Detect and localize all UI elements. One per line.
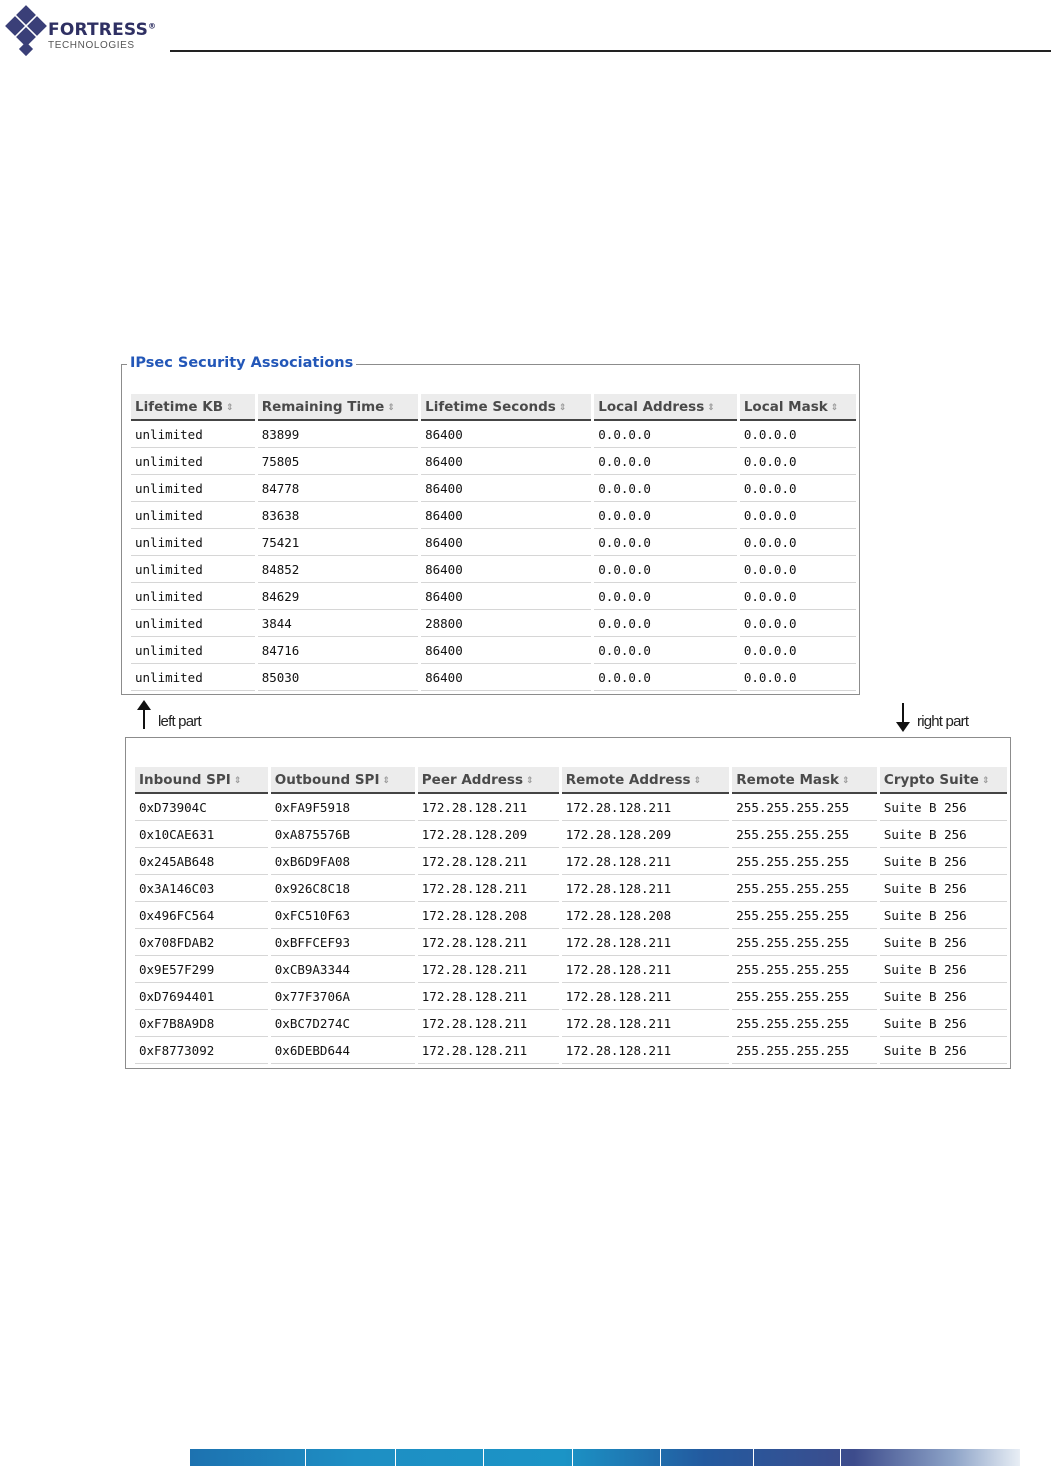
- sort-icon[interactable]: ⇕: [842, 775, 850, 786]
- cell-local-address: 0.0.0.0: [594, 502, 737, 529]
- cell-remote-mask: 255.255.255.255: [732, 848, 877, 875]
- cell-peer-address: 172.28.128.211: [418, 1010, 559, 1037]
- cell-crypto-suite: Suite B 256: [880, 956, 1007, 983]
- cell-outbound-spi: 0xBC7D274C: [271, 1010, 415, 1037]
- panel-title: IPsec Security Associations: [130, 355, 354, 371]
- cell-remaining-time: 84716: [258, 637, 418, 664]
- sort-icon[interactable]: ⇕: [387, 402, 395, 413]
- cell-outbound-spi: 0x6DEBD644: [271, 1037, 415, 1064]
- cell-remote-address: 172.28.128.208: [562, 902, 730, 929]
- cell-lifetime-seconds: 86400: [421, 421, 591, 448]
- cell-local-address: 0.0.0.0: [594, 583, 737, 610]
- sort-icon[interactable]: ⇕: [526, 775, 534, 786]
- cell-local-mask: 0.0.0.0: [740, 448, 856, 475]
- header-rule: [170, 50, 1051, 52]
- cell-peer-address: 172.28.128.211: [418, 929, 559, 956]
- cell-inbound-spi: 0x3A146C03: [135, 875, 268, 902]
- cell-remaining-time: 84778: [258, 475, 418, 502]
- cell-local-address: 0.0.0.0: [594, 448, 737, 475]
- sort-icon[interactable]: ⇕: [558, 402, 567, 413]
- cell-outbound-spi: 0xA875576B: [271, 821, 415, 848]
- cell-lifetime-kb: unlimited: [131, 637, 255, 664]
- cell-remote-address: 172.28.128.211: [562, 1037, 730, 1064]
- cell-outbound-spi: 0x77F3706A: [271, 983, 415, 1010]
- cell-peer-address: 172.28.128.211: [418, 875, 559, 902]
- cell-remaining-time: 84629: [258, 583, 418, 610]
- cell-remote-address: 172.28.128.211: [562, 1010, 730, 1037]
- cell-lifetime-seconds: 86400: [421, 583, 591, 610]
- table-row[interactable]: [131, 448, 856, 475]
- ipsec-sa-panel-right: [125, 737, 1011, 1069]
- sort-icon[interactable]: ⇕: [226, 402, 234, 413]
- sort-icon[interactable]: ⇕: [707, 402, 715, 413]
- column-header-crypto-suite[interactable]: [880, 767, 1007, 794]
- table-row[interactable]: [131, 475, 856, 502]
- cell-remote-mask: 255.255.255.255: [732, 794, 877, 821]
- cell-crypto-suite: Suite B 256: [880, 875, 1007, 902]
- cell-peer-address: 172.28.128.211: [418, 983, 559, 1010]
- cell-inbound-spi: 0x10CAE631: [135, 821, 268, 848]
- sort-icon[interactable]: ⇕: [830, 402, 839, 413]
- cell-lifetime-seconds: 86400: [421, 475, 591, 502]
- cell-remaining-time: 84852: [258, 556, 418, 583]
- cell-remaining-time: 85030: [258, 664, 418, 691]
- column-header-remote-mask[interactable]: [732, 767, 877, 794]
- table-row[interactable]: [135, 902, 1007, 929]
- cell-crypto-suite: Suite B 256: [880, 929, 1007, 956]
- table-row[interactable]: [131, 664, 856, 691]
- sort-icon[interactable]: ⇕: [382, 775, 391, 786]
- cell-local-mask: 0.0.0.0: [740, 475, 856, 502]
- cell-remote-mask: 255.255.255.255: [732, 1010, 877, 1037]
- cell-local-address: 0.0.0.0: [594, 664, 737, 691]
- cell-remote-mask: 255.255.255.255: [732, 983, 877, 1010]
- sort-icon[interactable]: ⇕: [981, 775, 990, 786]
- cell-local-mask: 0.0.0.0: [740, 637, 856, 664]
- cell-lifetime-seconds: 86400: [421, 637, 591, 664]
- cell-local-mask: 0.0.0.0: [740, 610, 856, 637]
- sort-icon[interactable]: ⇕: [693, 775, 702, 786]
- cell-local-address: 0.0.0.0: [594, 637, 737, 664]
- column-header-remaining-time[interactable]: [258, 394, 418, 421]
- column-header-label: Lifetime Seconds: [425, 398, 556, 415]
- table-row[interactable]: [131, 529, 856, 556]
- cell-remote-mask: 255.255.255.255: [732, 929, 877, 956]
- cell-outbound-spi: 0xCB9A3344: [271, 956, 415, 983]
- cell-remote-mask: 255.255.255.255: [732, 1037, 877, 1064]
- cell-lifetime-seconds: 86400: [421, 664, 591, 691]
- sa-table-left: [128, 394, 859, 691]
- cell-peer-address: 172.28.128.211: [418, 848, 559, 875]
- cell-crypto-suite: Suite B 256: [880, 1010, 1007, 1037]
- cell-local-mask: 0.0.0.0: [740, 529, 856, 556]
- cell-lifetime-seconds: 86400: [421, 556, 591, 583]
- column-header-label: Crypto Suite: [883, 771, 979, 788]
- cell-remote-mask: 255.255.255.255: [732, 956, 877, 983]
- table-row[interactable]: [135, 983, 1007, 1010]
- cell-local-address: 0.0.0.0: [594, 421, 737, 448]
- cell-peer-address: 172.28.128.211: [418, 956, 559, 983]
- column-header-lifetime-kb[interactable]: [131, 394, 255, 421]
- down-arrow-icon: [896, 702, 910, 732]
- table-row[interactable]: [135, 875, 1007, 902]
- brand-name: FORTRESS®: [48, 20, 157, 40]
- cell-peer-address: 172.28.128.208: [418, 902, 559, 929]
- column-header-inbound-spi[interactable]: [135, 767, 268, 794]
- cell-inbound-spi: 0x708FDAB2: [135, 929, 268, 956]
- cell-local-address: 0.0.0.0: [594, 610, 737, 637]
- cell-lifetime-seconds: 86400: [421, 529, 591, 556]
- column-header-lifetime-seconds[interactable]: [421, 394, 591, 421]
- column-header-label: Remote Mask: [736, 771, 840, 788]
- cell-peer-address: 172.28.128.211: [418, 794, 559, 821]
- table-row[interactable]: [135, 1037, 1007, 1064]
- cell-outbound-spi: 0xBFFCEF93: [271, 929, 415, 956]
- cell-crypto-suite: Suite B 256: [880, 983, 1007, 1010]
- cell-crypto-suite: Suite B 256: [880, 902, 1007, 929]
- cell-local-mask: 0.0.0.0: [740, 664, 856, 691]
- cell-inbound-spi: 0xD73904C: [135, 794, 268, 821]
- table-row[interactable]: [131, 556, 856, 583]
- cell-remote-address: 172.28.128.211: [562, 929, 730, 956]
- table-row[interactable]: [131, 637, 856, 664]
- cell-lifetime-kb: unlimited: [131, 448, 255, 475]
- cell-remaining-time: 83638: [258, 502, 418, 529]
- cell-inbound-spi: 0xF7B8A9D8: [135, 1010, 268, 1037]
- column-header-local-address[interactable]: [594, 394, 737, 421]
- cell-crypto-suite: Suite B 256: [880, 1037, 1007, 1064]
- table-row[interactable]: [131, 610, 856, 637]
- column-header-label: Local Mask: [743, 398, 828, 415]
- cell-inbound-spi: 0xF8773092: [135, 1037, 268, 1064]
- cell-local-address: 0.0.0.0: [594, 529, 737, 556]
- cell-remote-mask: 255.255.255.255: [732, 875, 877, 902]
- table-row[interactable]: [135, 794, 1007, 821]
- cell-outbound-spi: 0xB6D9FA08: [271, 848, 415, 875]
- cell-remaining-time: 75421: [258, 529, 418, 556]
- brand-subtitle: TECHNOLOGIES: [48, 40, 135, 51]
- cell-peer-address: 172.28.128.209: [418, 821, 559, 848]
- cell-remote-address: 172.28.128.209: [562, 821, 730, 848]
- cell-peer-address: 172.28.128.211: [418, 1037, 559, 1064]
- cell-crypto-suite: Suite B 256: [880, 794, 1007, 821]
- cell-outbound-spi: 0xFC510F63: [271, 902, 415, 929]
- table-row[interactable]: [135, 929, 1007, 956]
- cell-inbound-spi: 0x9E57F299: [135, 956, 268, 983]
- annotation-left-part: left part: [158, 713, 201, 730]
- footer-gradient-bar: [190, 1449, 1020, 1466]
- cell-outbound-spi: 0xFA9F5918: [271, 794, 415, 821]
- logo-diamond-icon: [6, 6, 46, 60]
- column-header-label: Remaining Time: [261, 398, 385, 415]
- cell-remote-address: 172.28.128.211: [562, 983, 730, 1010]
- cell-remaining-time: 83899: [258, 421, 418, 448]
- cell-lifetime-kb: unlimited: [131, 475, 255, 502]
- cell-crypto-suite: Suite B 256: [880, 848, 1007, 875]
- cell-remaining-time: 75805: [258, 448, 418, 475]
- cell-inbound-spi: 0xD7694401: [135, 983, 268, 1010]
- cell-inbound-spi: 0x496FC564: [135, 902, 268, 929]
- table-row[interactable]: [135, 848, 1007, 875]
- cell-lifetime-kb: unlimited: [131, 610, 255, 637]
- table-row[interactable]: [135, 956, 1007, 983]
- table-row[interactable]: [135, 821, 1007, 848]
- cell-local-address: 0.0.0.0: [594, 556, 737, 583]
- up-arrow-icon: [137, 700, 151, 730]
- cell-remote-mask: 255.255.255.255: [732, 821, 877, 848]
- cell-inbound-spi: 0x245AB648: [135, 848, 268, 875]
- cell-lifetime-kb: unlimited: [131, 529, 255, 556]
- table-row[interactable]: [131, 583, 856, 610]
- cell-lifetime-seconds: 28800: [421, 610, 591, 637]
- column-header-label: Local Address: [598, 398, 705, 415]
- cell-crypto-suite: Suite B 256: [880, 821, 1007, 848]
- cell-lifetime-kb: unlimited: [131, 502, 255, 529]
- column-header-local-mask[interactable]: [740, 394, 856, 421]
- cell-remote-address: 172.28.128.211: [562, 794, 730, 821]
- column-header-peer-address[interactable]: [418, 767, 559, 794]
- cell-lifetime-seconds: 86400: [421, 448, 591, 475]
- column-header-label: Remote Address: [565, 771, 691, 788]
- cell-lifetime-kb: unlimited: [131, 583, 255, 610]
- cell-local-mask: 0.0.0.0: [740, 583, 856, 610]
- cell-local-mask: 0.0.0.0: [740, 502, 856, 529]
- column-header-outbound-spi[interactable]: [271, 767, 415, 794]
- column-header-remote-address[interactable]: [562, 767, 730, 794]
- sa-table-right: [132, 767, 1010, 1064]
- cell-local-mask: 0.0.0.0: [740, 556, 856, 583]
- cell-lifetime-kb: unlimited: [131, 421, 255, 448]
- cell-remote-address: 172.28.128.211: [562, 956, 730, 983]
- cell-remote-mask: 255.255.255.255: [732, 902, 877, 929]
- annotation-right-part: right part: [917, 713, 969, 730]
- column-header-label: Lifetime KB: [135, 398, 224, 415]
- table-row[interactable]: [131, 502, 856, 529]
- cell-remote-address: 172.28.128.211: [562, 848, 730, 875]
- ipsec-sa-panel-left: [121, 355, 860, 695]
- table-row[interactable]: [135, 1010, 1007, 1037]
- table-row[interactable]: [131, 421, 856, 448]
- sort-icon[interactable]: ⇕: [233, 775, 242, 786]
- cell-local-mask: 0.0.0.0: [740, 421, 856, 448]
- cell-remote-address: 172.28.128.211: [562, 875, 730, 902]
- cell-outbound-spi: 0x926C8C18: [271, 875, 415, 902]
- cell-lifetime-kb: unlimited: [131, 664, 255, 691]
- cell-lifetime-seconds: 86400: [421, 502, 591, 529]
- column-header-label: Outbound SPI: [274, 771, 380, 788]
- cell-remaining-time: 3844: [258, 610, 418, 637]
- column-header-label: Inbound SPI: [139, 771, 231, 788]
- column-header-label: Peer Address: [421, 771, 524, 788]
- cell-local-address: 0.0.0.0: [594, 475, 737, 502]
- cell-lifetime-kb: unlimited: [131, 556, 255, 583]
